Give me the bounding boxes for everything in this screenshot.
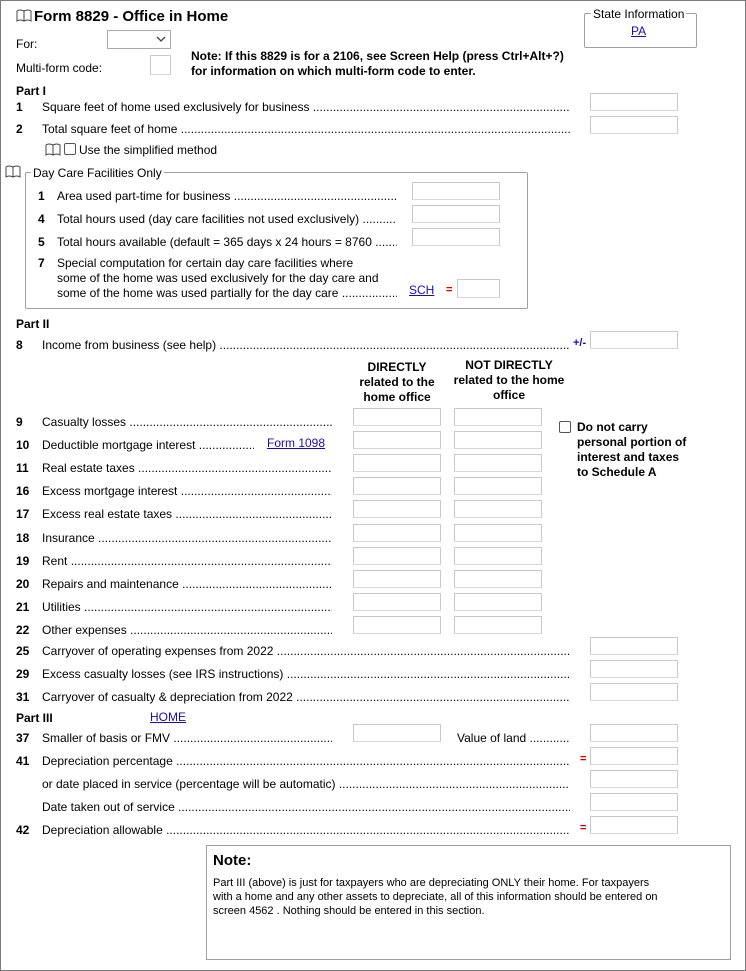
line19-number: 19 bbox=[16, 554, 30, 568]
state-pa-link[interactable]: PA bbox=[631, 24, 647, 38]
home-link[interactable]: HOME bbox=[150, 710, 186, 724]
for-label: For: bbox=[16, 37, 38, 51]
state-information-title: State Information bbox=[593, 7, 685, 21]
value-of-land-input[interactable] bbox=[590, 724, 678, 742]
multiform-code-input[interactable] bbox=[150, 55, 171, 75]
book-icon[interactable] bbox=[5, 165, 21, 178]
header-note-line1: Note: If this 8829 is for a 2106, see Screen Help (press Ctrl+Alt+?) bbox=[191, 49, 564, 63]
line20-indirect-input[interactable] bbox=[454, 570, 542, 588]
date-out-input[interactable] bbox=[590, 793, 678, 811]
line17-indirect-input[interactable] bbox=[454, 500, 542, 518]
line9-direct-input[interactable] bbox=[353, 408, 441, 426]
note-line2: with a home and any other assets to depreciate, all of this information should be entered on bbox=[213, 891, 658, 903]
line10-direct-input[interactable] bbox=[353, 431, 441, 449]
daycare-line7-input[interactable] bbox=[457, 279, 500, 298]
line41-input[interactable] bbox=[590, 747, 678, 765]
do-not-carry-label: Do not carry personal portion of interest and taxes to Schedule A bbox=[577, 420, 687, 479]
line31-number: 31 bbox=[16, 690, 30, 704]
line18-number: 18 bbox=[16, 531, 30, 545]
line16-label: Excess mortgage interest ..... bbox=[42, 484, 332, 498]
line9-number: 9 bbox=[16, 415, 23, 429]
line17-number: 17 bbox=[16, 507, 30, 521]
equals-sign: = bbox=[580, 753, 587, 765]
note-line3: screen 4562 . Nothing should be entered in this section. bbox=[213, 905, 485, 917]
line11-direct-input[interactable] bbox=[353, 454, 441, 472]
line16-direct-input[interactable] bbox=[353, 477, 441, 495]
date-out-label: Date taken out of service ..... bbox=[42, 800, 570, 814]
chevron-down-icon bbox=[156, 36, 166, 43]
book-icon[interactable] bbox=[45, 143, 61, 156]
line21-number: 21 bbox=[16, 600, 30, 614]
plus-minus-toggle[interactable]: +/- bbox=[573, 337, 587, 349]
book-icon[interactable] bbox=[16, 9, 32, 22]
line11-indirect-input[interactable] bbox=[454, 454, 542, 472]
line8-input[interactable] bbox=[590, 331, 678, 349]
line11-label: Real estate taxes ..... bbox=[42, 461, 332, 475]
line31-label: Carryover of casualty & depreciation from 2022 ..... bbox=[42, 690, 570, 704]
daycare-line7-text-1: Special computation for certain day care facilities where bbox=[57, 256, 354, 270]
note-box bbox=[206, 845, 731, 960]
line29-number: 29 bbox=[16, 667, 30, 681]
daycare-line7-text-2: some of the home was used exclusively for the day care and bbox=[57, 271, 379, 285]
line10-label: Deductible mortgage interest ..... bbox=[42, 438, 254, 452]
part2-heading: Part II bbox=[16, 317, 50, 331]
line2-number: 2 bbox=[16, 122, 23, 136]
line18-indirect-input[interactable] bbox=[454, 524, 542, 542]
line2-label: Total square feet of home ..... bbox=[42, 122, 570, 136]
line1-label: Square feet of home used exclusively for business ..... bbox=[42, 100, 570, 114]
multiform-label: Multi-form code: bbox=[16, 61, 103, 75]
line2-input[interactable] bbox=[590, 116, 678, 134]
line22-indirect-input[interactable] bbox=[454, 616, 542, 634]
note-title: Note: bbox=[213, 852, 252, 869]
for-dropdown[interactable] bbox=[107, 30, 171, 49]
line37-number: 37 bbox=[16, 731, 30, 745]
line16-number: 16 bbox=[16, 484, 30, 498]
page-title: Form 8829 - Office in Home bbox=[34, 8, 229, 25]
line1-number: 1 bbox=[16, 100, 23, 114]
line8-number: 8 bbox=[16, 338, 23, 352]
column-header-not-directly: NOT DIRECTLY related to the home office bbox=[453, 358, 565, 402]
line21-label: Utilities ..... bbox=[42, 600, 332, 614]
simplified-method-checkbox[interactable] bbox=[64, 143, 76, 155]
line19-direct-input[interactable] bbox=[353, 547, 441, 565]
equals-sign: = bbox=[580, 822, 587, 834]
note-line1: Part III (above) is just for taxpayers who are depreciating ONLY their home. For taxpayers bbox=[213, 877, 650, 889]
line42-input[interactable] bbox=[590, 816, 678, 834]
form1098-link[interactable]: Form 1098 bbox=[267, 436, 326, 450]
daycare-line7-number: 7 bbox=[38, 256, 45, 270]
daycare-line1-input[interactable] bbox=[412, 182, 500, 200]
line10-number: 10 bbox=[16, 438, 30, 452]
daycare-line4-label: Total hours used (day care facilities not used exclusively) ..... bbox=[57, 212, 397, 226]
line42-number: 42 bbox=[16, 823, 30, 837]
daycare-line1-label: Area used part-time for business ..... bbox=[57, 189, 397, 203]
part3-heading: Part III bbox=[16, 711, 53, 725]
date-placed-input[interactable] bbox=[590, 770, 678, 788]
line20-direct-input[interactable] bbox=[353, 570, 441, 588]
line37-input[interactable] bbox=[353, 724, 441, 742]
daycare-line7-text-3: some of the home was used partially for the day care ..... bbox=[57, 286, 397, 300]
line20-label: Repairs and maintenance ..... bbox=[42, 577, 332, 591]
line25-label: Carryover of operating expenses from 2022 ..... bbox=[42, 644, 570, 658]
line29-input[interactable] bbox=[590, 660, 678, 678]
line11-number: 11 bbox=[16, 461, 29, 475]
line22-direct-input[interactable] bbox=[353, 616, 441, 634]
line8-label: Income from business (see help) ..... bbox=[42, 338, 570, 352]
line10-indirect-input[interactable] bbox=[454, 431, 542, 449]
line22-number: 22 bbox=[16, 623, 30, 637]
line25-number: 25 bbox=[16, 644, 30, 658]
simplified-method-label: Use the simplified method bbox=[79, 143, 218, 157]
line31-input[interactable] bbox=[590, 683, 678, 701]
line21-direct-input[interactable] bbox=[353, 593, 441, 611]
equals-sign: = bbox=[446, 284, 453, 296]
daycare-line4-input[interactable] bbox=[412, 205, 500, 223]
daycare-line1-number: 1 bbox=[38, 189, 45, 203]
line29-label: Excess casualty losses (see IRS instructions) ..... bbox=[42, 667, 570, 681]
line18-label: Insurance ..... bbox=[42, 531, 332, 545]
line17-direct-input[interactable] bbox=[353, 500, 441, 518]
line20-number: 20 bbox=[16, 577, 30, 591]
line25-input[interactable] bbox=[590, 637, 678, 655]
line21-indirect-input[interactable] bbox=[454, 593, 542, 611]
do-not-carry-checkbox[interactable] bbox=[559, 421, 571, 433]
daycare-line5-number: 5 bbox=[38, 235, 45, 249]
value-of-land-label: Value of land ..... bbox=[457, 731, 569, 745]
daycare-line4-number: 4 bbox=[38, 212, 45, 226]
line9-label: Casualty losses ..... bbox=[42, 415, 332, 429]
line17-label: Excess real estate taxes ..... bbox=[42, 507, 332, 521]
line1-input[interactable] bbox=[590, 93, 678, 111]
line41-label: Depreciation percentage ..... bbox=[42, 754, 570, 768]
line37-label: Smaller of basis or FMV ..... bbox=[42, 731, 332, 745]
date-placed-label: or date placed in service (percentage will be automatic) ..... bbox=[42, 777, 570, 791]
line9-indirect-input[interactable] bbox=[454, 408, 542, 426]
header-note-line2: for information on which multi-form code to enter. bbox=[191, 64, 476, 78]
line18-direct-input[interactable] bbox=[353, 524, 441, 542]
sch-link[interactable]: SCH bbox=[409, 283, 435, 297]
line19-label: Rent ..... bbox=[42, 554, 332, 568]
column-header-directly: DIRECTLY related to the home office bbox=[359, 360, 435, 404]
part1-heading: Part I bbox=[16, 84, 47, 98]
daycare-group-title: Day Care Facilities Only bbox=[33, 166, 162, 180]
daycare-line5-input[interactable] bbox=[412, 228, 500, 246]
line16-indirect-input[interactable] bbox=[454, 477, 542, 495]
line22-label: Other expenses ..... bbox=[42, 623, 332, 637]
line19-indirect-input[interactable] bbox=[454, 547, 542, 565]
daycare-line5-label: Total hours available (default = 365 days x 24 hours = 8760 ..... bbox=[57, 235, 397, 249]
line41-number: 41 bbox=[16, 754, 30, 768]
line42-label: Depreciation allowable ..... bbox=[42, 823, 570, 837]
